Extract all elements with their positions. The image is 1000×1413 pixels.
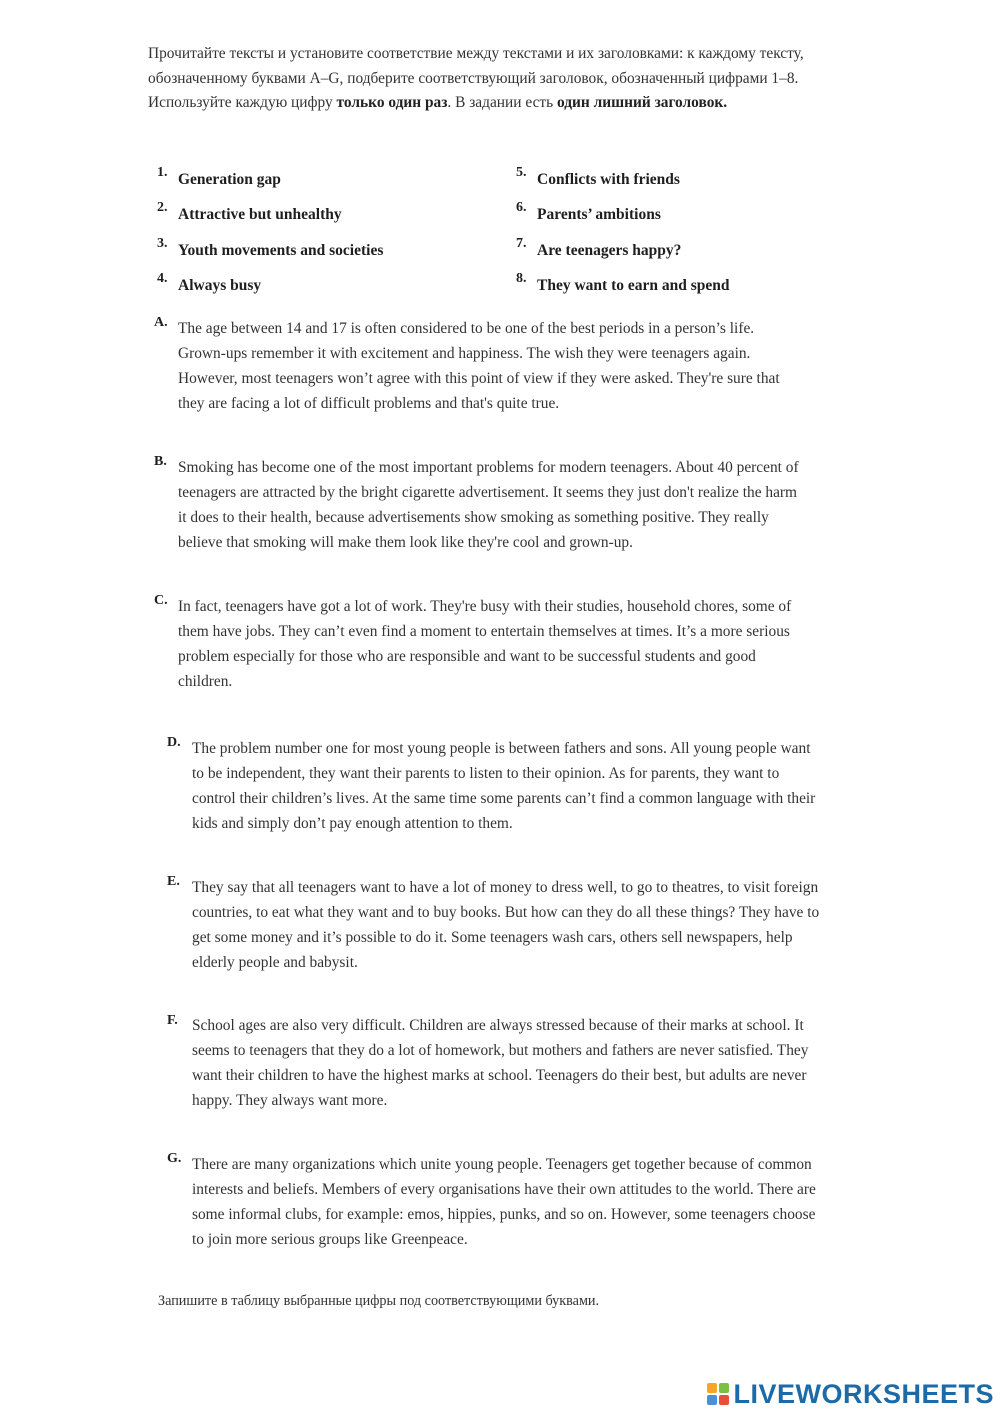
- text-line: to join more serious groups like Greenpeace.: [192, 1231, 468, 1248]
- text-line: Grown-ups remember it with excitement and happiness. The wish they were teenagers again.: [178, 345, 751, 362]
- text-line: control their children’s lives. At the same time some parents can’t find a common language with their: [192, 790, 816, 807]
- heading-number: 6.: [516, 200, 527, 215]
- text-line: In fact, teenagers have got a lot of work. They're busy with their studies, household chores, some of: [178, 598, 792, 615]
- heading-text: Always busy: [178, 277, 262, 294]
- logo-square: [719, 1395, 729, 1405]
- text-e-paragraph: [192, 875, 819, 975]
- heading-text: Attractive but unhealthy: [178, 206, 342, 223]
- text-line: get some money and it’s possible to do it. Some teenagers wash cars, others sell newspapers, help: [192, 929, 793, 946]
- heading-number: 3.: [157, 236, 168, 251]
- instruction-bold-1: только один раз: [336, 94, 448, 111]
- heading-number: 8.: [516, 271, 527, 286]
- text-line: countries, to eat what they want and to buy books. But how can they do all these things? They have to: [192, 904, 820, 921]
- text-line: problem especially for those who are responsible and want to be successful students and good: [178, 648, 756, 665]
- instruction-part-1: Прочитайте тексты и установите соответствие между текстами и их заголовками: к каждому тексту, обозначенному буквами A–G, подберите соответствующий заголовок, обозначенный цифрами 1–8. Используйте каждую цифру: [148, 45, 804, 111]
- text-line: elderly people and babysit.: [192, 954, 358, 971]
- instruction-part-2: . В задании есть: [447, 94, 557, 111]
- heading-number: 7.: [516, 236, 527, 251]
- text-line: The problem number one for most young people is between fathers and sons. All young people want: [192, 740, 811, 757]
- text-b-paragraph: [178, 455, 799, 555]
- text-line: School ages are also very difficult. Children are always stressed because of their marks at school. It: [192, 1017, 804, 1034]
- text-line: believe that smoking will make them look like they're cool and grown-up.: [178, 534, 633, 551]
- logo-square: [707, 1395, 717, 1405]
- text-line: them have jobs. They can’t even find a moment to entertain themselves at times. It’s a more serious: [178, 623, 790, 640]
- logo-mark-icon: [707, 1383, 729, 1405]
- text-line: they are facing a lot of difficult problems and that's quite true.: [178, 395, 560, 412]
- heading-number: 1.: [157, 165, 168, 180]
- text-line: kids and simply don’t pay enough attention to them.: [192, 815, 513, 832]
- text-a-paragraph: [178, 316, 780, 416]
- instruction-bold-2: один лишний заголовок.: [557, 94, 728, 111]
- text-line: interests and beliefs. Members of every organisations have their own attitudes to the world. There are: [192, 1181, 816, 1198]
- heading-text: Conflicts with friends: [537, 171, 680, 188]
- text-c-paragraph: [178, 594, 791, 694]
- logo-text: LIVEWORKSHEETS: [733, 1378, 994, 1409]
- text-line: However, most teenagers won’t agree with this point of view if they were asked. They're sure that: [178, 370, 780, 387]
- heading-text: Are teenagers happy?: [537, 242, 682, 259]
- text-a-letter: A.: [154, 315, 168, 330]
- text-line: children.: [178, 673, 233, 690]
- heading-text: They want to earn and spend: [537, 277, 730, 294]
- text-line: happy. They always want more.: [192, 1092, 388, 1109]
- text-line: seems to teenagers that they do a lot of homework, but mothers and fathers are never satisfied. They: [192, 1042, 809, 1059]
- heading-text: Generation gap: [178, 171, 281, 188]
- text-line: some informal clubs, for example: emos, hippies, punks, and so on. However, some teenagers choose: [192, 1206, 816, 1223]
- text-line: The age between 14 and 17 is often considered to be one of the best periods in a person’s life.: [178, 320, 755, 337]
- heading-text: Youth movements and societies: [178, 242, 384, 259]
- text-f-paragraph: [192, 1013, 808, 1113]
- logo-square: [719, 1383, 729, 1393]
- text-line: They say that all teenagers want to have a lot of money to dress well, to go to theatres, to visit foreign: [192, 879, 819, 896]
- text-d-letter: D.: [167, 735, 181, 750]
- heading-number: 2.: [157, 200, 168, 215]
- text-e-letter: E.: [167, 874, 180, 889]
- instruction-text: [148, 42, 868, 116]
- text-line: it does to their health, because advertisements show smoking as something positive. They really: [178, 509, 769, 526]
- text-line: to be independent, they want their parents to listen to their opinion. As for parents, they want to: [192, 765, 780, 782]
- text-line: Smoking has become one of the most important problems for modern teenagers. About 40 percent of: [178, 459, 799, 476]
- answer-instruction: Запишите в таблицу выбранные цифры под соответствующими буквами.: [158, 1293, 600, 1309]
- text-line: want their children to have the highest marks at school. Teenagers do their best, but adults are never: [192, 1067, 807, 1084]
- text-line: teenagers are attracted by the bright cigarette advertisement. It seems they just don't realize the harm: [178, 484, 797, 501]
- heading-number: 5.: [516, 165, 527, 180]
- text-c-letter: C.: [154, 593, 168, 608]
- text-g-paragraph: [192, 1152, 816, 1252]
- text-b-letter: B.: [154, 454, 167, 469]
- text-d-paragraph: [192, 736, 815, 836]
- liveworksheets-logo: [707, 1377, 994, 1411]
- text-line: There are many organizations which unite young people. Teenagers get together because of common: [192, 1156, 812, 1173]
- heading-text: Parents’ ambitions: [537, 206, 661, 223]
- text-g-letter: G.: [167, 1151, 182, 1166]
- heading-number: 4.: [157, 271, 168, 286]
- text-f-letter: F.: [167, 1013, 178, 1028]
- logo-square: [707, 1383, 717, 1393]
